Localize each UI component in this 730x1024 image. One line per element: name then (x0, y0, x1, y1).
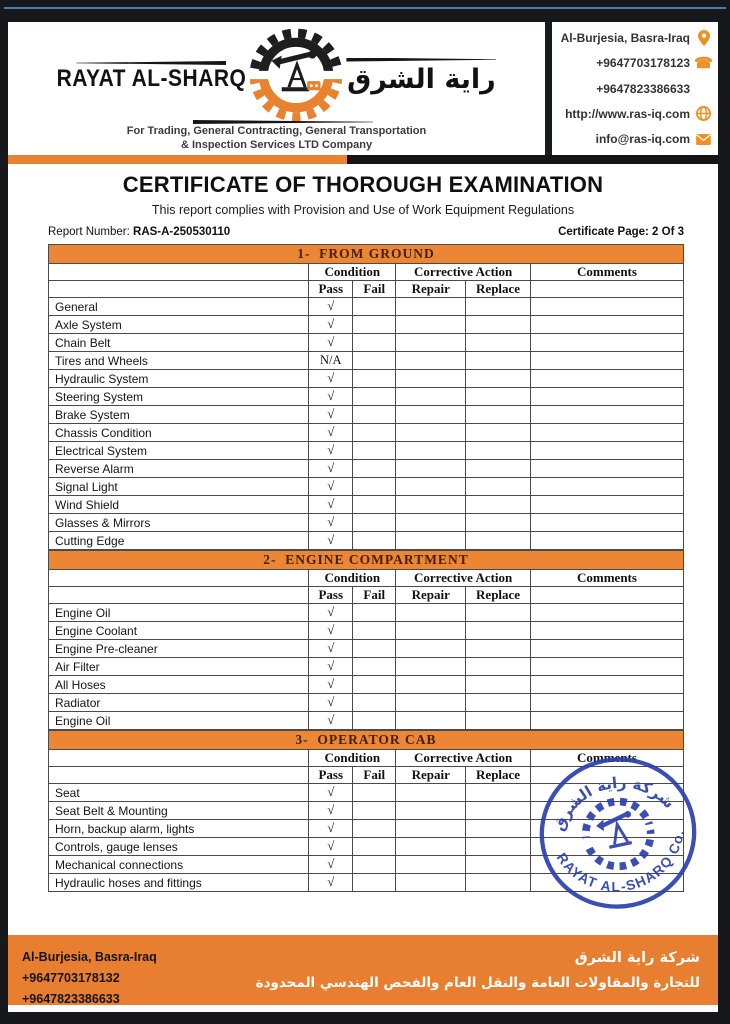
item-label: Reverse Alarm (49, 460, 309, 478)
company-name-en: RAYAT AL-SHARQ (56, 65, 247, 92)
viewer-top-accent-line (4, 7, 726, 9)
replace-cell (466, 820, 531, 838)
pass-mark: √ (309, 532, 353, 550)
item-label: General (49, 298, 309, 316)
header-comments: Comments (530, 570, 683, 587)
replace-cell (466, 298, 531, 316)
item-label: All Hoses (49, 676, 309, 694)
repair-cell (396, 514, 466, 532)
item-label: Radiator (49, 694, 309, 712)
comments-cell (530, 784, 683, 802)
header-pass: Pass (309, 767, 353, 784)
header-replace: Replace (466, 281, 531, 298)
repair-cell (396, 874, 466, 892)
comments-cell (530, 658, 683, 676)
fail-cell (353, 640, 396, 658)
phone2-text: +9647823386633 (596, 81, 690, 96)
table-row (49, 856, 684, 874)
fail-cell (353, 784, 396, 802)
fail-cell (353, 352, 396, 370)
repair-cell (396, 478, 466, 496)
phone1-text: +9647703178123 (596, 56, 690, 71)
globe-icon (695, 106, 712, 122)
address-text: Al-Burjesia, Basra-Iraq (560, 31, 690, 45)
table-row (49, 424, 684, 442)
item-label: Chain Belt (49, 334, 309, 352)
header-pass: Pass (309, 281, 353, 298)
table-row (49, 676, 684, 694)
replace-cell (466, 640, 531, 658)
report-number-label: Report Number: (48, 226, 130, 238)
repair-cell (396, 802, 466, 820)
header-pass: Pass (309, 587, 353, 604)
repair-cell (396, 370, 466, 388)
repair-cell (396, 496, 466, 514)
fail-cell (353, 388, 396, 406)
item-label: Axle System (49, 316, 309, 334)
pass-mark: √ (309, 460, 353, 478)
fail-cell (353, 658, 396, 676)
pass-mark: √ (309, 604, 353, 622)
header-comments-blank (530, 767, 683, 784)
replace-cell (466, 622, 531, 640)
pass-mark: √ (309, 406, 353, 424)
repair-cell (396, 820, 466, 838)
fail-cell (353, 820, 396, 838)
replace-cell (466, 784, 531, 802)
replace-cell (466, 694, 531, 712)
fail-cell (353, 442, 396, 460)
location-pin-icon (695, 30, 712, 46)
pass-mark: √ (309, 874, 353, 892)
comments-cell (530, 604, 683, 622)
pass-mark: √ (309, 784, 353, 802)
fail-cell (353, 874, 396, 892)
comments-cell (530, 370, 683, 388)
repair-cell (396, 676, 466, 694)
table-row (49, 406, 684, 424)
item-label: Hydraulic System (49, 370, 309, 388)
section-title-bar: 2- ENGINE COMPARTMENT (49, 551, 684, 570)
item-label: Hydraulic hoses and fittings (49, 874, 309, 892)
pass-mark: √ (309, 640, 353, 658)
header-comments-blank (530, 281, 683, 298)
table-row (49, 514, 684, 532)
stamp-arabic-text: شركة راية الشرق (549, 773, 678, 834)
table-row (49, 370, 684, 388)
comments-cell (530, 460, 683, 478)
table-row (49, 694, 684, 712)
repair-cell (396, 640, 466, 658)
inspection-table-1 (48, 244, 684, 550)
website-link[interactable]: http://www.ras-iq.com (565, 106, 690, 121)
fail-cell (353, 676, 396, 694)
header-repair: Repair (396, 587, 466, 604)
company-emblem-gear-pumpjack-icon (250, 27, 342, 125)
fail-cell (353, 802, 396, 820)
replace-cell (466, 478, 531, 496)
fail-cell (353, 334, 396, 352)
pass-mark: √ (309, 316, 353, 334)
item-label: Engine Oil (49, 604, 309, 622)
header-comments: Comments (530, 750, 683, 767)
header-corrective-action: Corrective Action (396, 570, 531, 587)
footer-address: Al-Burjesia, Basra-Iraq (22, 950, 157, 964)
pass-mark: √ (309, 334, 353, 352)
fail-cell (353, 856, 396, 874)
header-item-blank (49, 587, 309, 604)
repair-cell (396, 442, 466, 460)
tagline-line2: & Inspection Services LTD Company (180, 139, 373, 151)
header-repair: Repair (396, 767, 466, 784)
replace-cell (466, 712, 531, 730)
comments-cell (530, 406, 683, 424)
repair-cell (396, 352, 466, 370)
item-label: Engine Pre-cleaner (49, 640, 309, 658)
comments-cell (530, 424, 683, 442)
repair-cell (396, 622, 466, 640)
comments-cell (530, 676, 683, 694)
header-replace: Replace (466, 587, 531, 604)
section-title-bar: 3- OPERATOR CAB (49, 731, 684, 750)
table-row (49, 496, 684, 514)
fail-cell (353, 460, 396, 478)
report-number-value: RAS-A-250530110 (133, 226, 231, 238)
header-divider-bar (8, 155, 718, 164)
fail-cell (353, 532, 396, 550)
repair-cell (396, 712, 466, 730)
comments-cell (530, 640, 683, 658)
comments-cell (530, 802, 683, 820)
header-fail: Fail (353, 767, 396, 784)
document-title: CERTIFICATE OF THOROUGH EXAMINATION (122, 172, 604, 197)
envelope-icon (695, 131, 712, 147)
fail-cell (353, 694, 396, 712)
replace-cell (466, 334, 531, 352)
section-title-bar: 1- FROM GROUND (49, 245, 684, 264)
item-label: Cutting Edge (49, 532, 309, 550)
fail-cell (353, 370, 396, 388)
header-corrective-action: Corrective Action (396, 264, 531, 281)
pass-mark: √ (309, 298, 353, 316)
comments-cell (530, 442, 683, 460)
pass-mark: √ (309, 622, 353, 640)
comments-cell (530, 694, 683, 712)
header-fail: Fail (353, 281, 396, 298)
comments-cell (530, 316, 683, 334)
page-footer (8, 935, 718, 1005)
table-row (49, 460, 684, 478)
footer-phone1: +9647703178132 (22, 971, 120, 985)
pass-mark: √ (309, 370, 353, 388)
table-row (49, 874, 684, 892)
header-item-blank (49, 750, 309, 767)
pass-mark: √ (309, 838, 353, 856)
pass-mark: √ (309, 820, 353, 838)
table-row (49, 622, 684, 640)
table-row (49, 604, 684, 622)
replace-cell (466, 442, 531, 460)
comments-cell (530, 496, 683, 514)
table-row (49, 640, 684, 658)
document-subtitle: This report complies with Provision and Use of Work Equipment Regulations (151, 203, 575, 217)
fail-cell (353, 424, 396, 442)
replace-cell (466, 496, 531, 514)
replace-cell (466, 316, 531, 334)
header-comments: Comments (530, 264, 683, 281)
replace-cell (466, 388, 531, 406)
replace-cell (466, 406, 531, 424)
fail-cell (353, 298, 396, 316)
header-item-blank (49, 570, 309, 587)
repair-cell (396, 532, 466, 550)
comments-cell (530, 298, 683, 316)
table-row (49, 334, 684, 352)
pass-mark: √ (309, 496, 353, 514)
item-label: Engine Coolant (49, 622, 309, 640)
table-row (49, 802, 684, 820)
fail-cell (353, 496, 396, 514)
comments-cell (530, 712, 683, 730)
table-row (49, 442, 684, 460)
table-row (49, 820, 684, 838)
footer-company-desc-ar: للتجارة والمقاولات العامة والنقل العام والفحص الهندسي المحدودة (255, 975, 700, 991)
replace-cell (466, 838, 531, 856)
repair-cell (396, 694, 466, 712)
repair-cell (396, 784, 466, 802)
item-label: Seat Belt & Mounting (49, 802, 309, 820)
repair-cell (396, 856, 466, 874)
pass-mark: √ (309, 514, 353, 532)
item-label: Steering System (49, 388, 309, 406)
fail-cell (353, 316, 396, 334)
replace-cell (466, 532, 531, 550)
inspection-table-2 (48, 550, 684, 730)
pass-mark: N/A (309, 352, 353, 370)
logo-swoosh-right (346, 58, 496, 62)
header-repair: Repair (396, 281, 466, 298)
phone2-icon-spacer (695, 81, 712, 97)
replace-cell (466, 676, 531, 694)
replace-cell (466, 802, 531, 820)
footer-phone2: +9647823386633 (22, 992, 120, 1006)
replace-cell (466, 514, 531, 532)
fail-cell (353, 838, 396, 856)
fail-cell (353, 478, 396, 496)
comments-cell (530, 532, 683, 550)
fail-cell (353, 514, 396, 532)
repair-cell (396, 604, 466, 622)
table-row (49, 532, 684, 550)
contact-info-block (552, 22, 718, 155)
item-label: Glasses & Mirrors (49, 514, 309, 532)
fail-cell (353, 406, 396, 424)
table-row (49, 298, 684, 316)
comments-cell (530, 388, 683, 406)
comments-cell (530, 838, 683, 856)
inspection-tables (48, 244, 684, 892)
table-row (49, 658, 684, 676)
repair-cell (396, 460, 466, 478)
pass-mark: √ (309, 676, 353, 694)
footer-company-ar: شركة راية الشرق (574, 950, 700, 966)
repair-cell (396, 838, 466, 856)
page-header (8, 22, 718, 155)
inspection-table-3 (48, 730, 684, 892)
item-label: Wind Shield (49, 496, 309, 514)
comments-cell (530, 514, 683, 532)
tagline-line1: For Trading, General Contracting, General Transportation (126, 125, 427, 137)
header-condition: Condition (309, 750, 396, 767)
repair-cell (396, 316, 466, 334)
email-link[interactable]: info@ras-iq.com (595, 132, 690, 146)
company-logo-block (8, 22, 545, 155)
header-condition: Condition (309, 264, 396, 281)
repair-cell (396, 658, 466, 676)
header-replace: Replace (466, 767, 531, 784)
pass-mark: √ (309, 694, 353, 712)
item-label: Electrical System (49, 442, 309, 460)
item-label: Brake System (49, 406, 309, 424)
table-row (49, 352, 684, 370)
replace-cell (466, 856, 531, 874)
item-label: Tires and Wheels (49, 352, 309, 370)
header-item-blank (49, 281, 309, 298)
header-fail: Fail (353, 587, 396, 604)
repair-cell (396, 298, 466, 316)
comments-cell (530, 856, 683, 874)
replace-cell (466, 370, 531, 388)
replace-cell (466, 460, 531, 478)
pass-mark: √ (309, 712, 353, 730)
item-label: Chassis Condition (49, 424, 309, 442)
table-row (49, 388, 684, 406)
pass-mark: √ (309, 856, 353, 874)
pass-mark: √ (309, 388, 353, 406)
company-name-ar: راية الشرق (347, 63, 496, 95)
pass-mark: √ (309, 424, 353, 442)
replace-cell (466, 874, 531, 892)
pass-mark: √ (309, 442, 353, 460)
certificate-page-label: Certificate Page: 2 Of 3 (558, 226, 684, 238)
item-label: Engine Oil (49, 712, 309, 730)
table-row (49, 712, 684, 730)
comments-cell (530, 820, 683, 838)
fail-cell (353, 622, 396, 640)
item-label: Air Filter (49, 658, 309, 676)
comments-cell (530, 874, 683, 892)
repair-cell (396, 406, 466, 424)
fail-cell (353, 604, 396, 622)
pass-mark: √ (309, 802, 353, 820)
replace-cell (466, 658, 531, 676)
report-meta-line (48, 226, 684, 238)
repair-cell (396, 334, 466, 352)
comments-cell (530, 622, 683, 640)
repair-cell (396, 388, 466, 406)
table-row (49, 838, 684, 856)
item-label: Horn, backup alarm, lights (49, 820, 309, 838)
repair-cell (396, 424, 466, 442)
pass-mark: √ (309, 478, 353, 496)
header-item-blank (49, 264, 309, 281)
item-label: Seat (49, 784, 309, 802)
header-comments-blank (530, 587, 683, 604)
header-condition: Condition (309, 570, 396, 587)
pass-mark: √ (309, 658, 353, 676)
stamp-english-text: RAYAT AL-SHARQ Co. (553, 828, 688, 895)
comments-cell (530, 334, 683, 352)
replace-cell (466, 352, 531, 370)
replace-cell (466, 604, 531, 622)
item-label: Controls, gauge lenses (49, 838, 309, 856)
header-corrective-action: Corrective Action (396, 750, 531, 767)
fail-cell (353, 712, 396, 730)
report-number (48, 226, 230, 238)
table-row (49, 478, 684, 496)
header-divider-orange (8, 155, 347, 164)
phone-icon: ☎ (694, 54, 713, 72)
table-row (49, 316, 684, 334)
comments-cell (530, 352, 683, 370)
certificate-page (8, 22, 718, 1012)
item-label: Signal Light (49, 478, 309, 496)
header-item-blank (49, 767, 309, 784)
replace-cell (466, 424, 531, 442)
comments-cell (530, 478, 683, 496)
item-label: Mechanical connections (49, 856, 309, 874)
table-row (49, 784, 684, 802)
